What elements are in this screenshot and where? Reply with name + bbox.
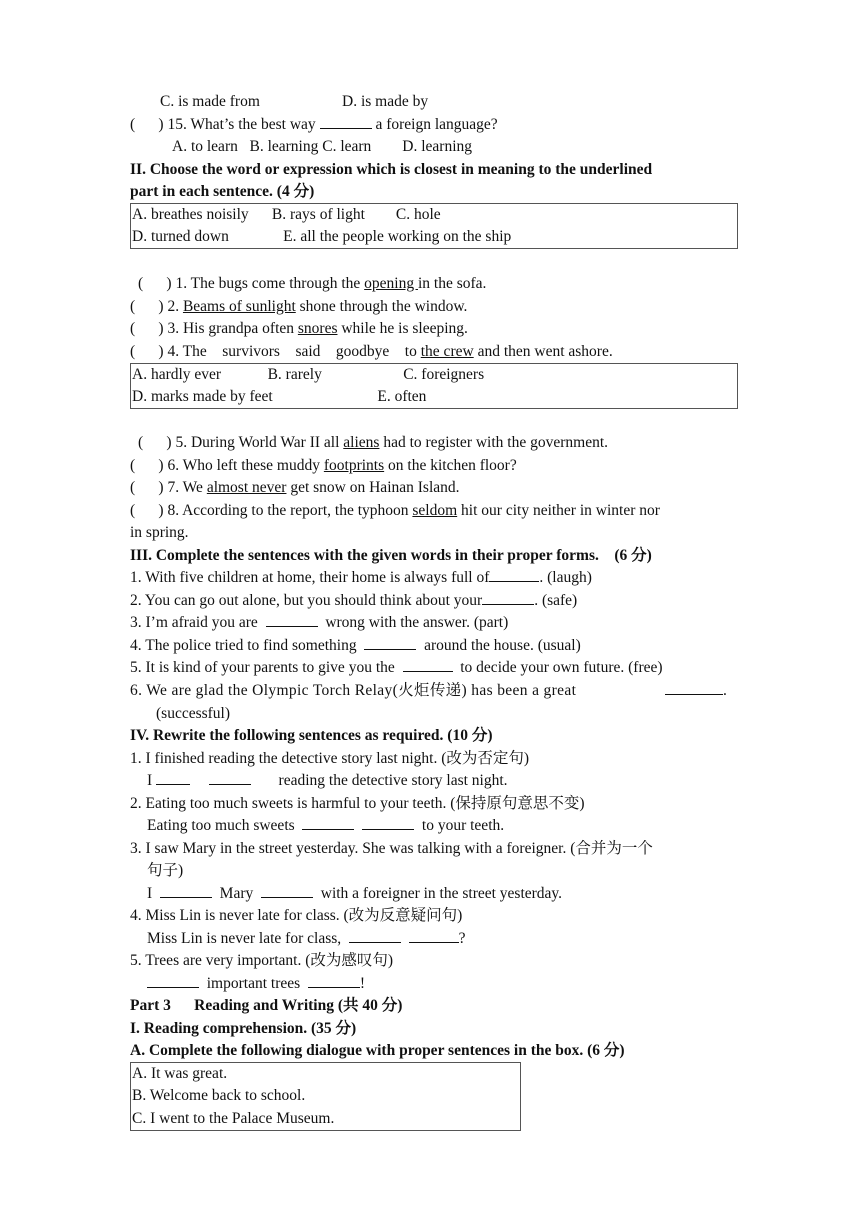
item-text: to your teeth. [414, 817, 505, 834]
heading-text: II. Choose the word or expression which is closest in meaning to the underlined [130, 161, 653, 178]
section-2-heading-line1 [130, 159, 734, 181]
matching-item-4 [130, 341, 613, 363]
answer-blank [349, 928, 401, 943]
item-text: Eating too much sweets [147, 817, 303, 834]
item-text: get snow on Hainan Island. [286, 479, 460, 496]
item-text: ! [359, 975, 366, 992]
matching-item-8-continued: in spring. [130, 524, 189, 541]
item-text: 5. It is kind of your parents to give you the [130, 659, 403, 676]
item-text: shone through the window. [295, 298, 468, 315]
item-text: while he is sleeping. [337, 320, 468, 337]
answer-blank [308, 973, 360, 988]
dialogue-option-b: B. Welcome back to school. [132, 1087, 306, 1104]
fill-item-1 [130, 567, 592, 589]
dialogue-options-box [130, 1062, 521, 1131]
answer-blank [302, 815, 354, 830]
underlined-word: Beams of sunlight [182, 298, 296, 315]
rewrite-4-answer [147, 928, 466, 950]
rewrite-1-answer [147, 770, 508, 792]
item-text: I [147, 772, 157, 789]
item-text: reading the detective story last night. [278, 772, 508, 789]
answer-blank [489, 567, 539, 582]
item-text: in the sofa. [417, 275, 487, 292]
matching-item-5 [138, 432, 608, 454]
dialogue-option-a: A. It was great. [132, 1065, 228, 1082]
matching-item-6 [130, 455, 517, 477]
item-text: around the house. (usual) [416, 637, 581, 654]
question-15 [130, 114, 498, 136]
matching-item-8 [130, 500, 660, 522]
word-box-1-row2: D. turned down E. all the people working on the ship [132, 228, 512, 245]
item-text: ( ) 5. During World War II all [138, 434, 344, 451]
item-text: hit our city neither in winter nor [457, 502, 660, 519]
question-15-options: A. to learn B. learning C. learn D. learning [172, 138, 473, 155]
item-text: ( ) 3. His grandpa often [130, 320, 298, 337]
item-text: with a foreigner in the street yesterday. [313, 885, 563, 902]
fill-item-4 [130, 635, 581, 657]
answer-blank [261, 883, 313, 898]
item-text: Mary [211, 885, 261, 902]
part-3-heading: Part 3 Reading and Writing (共 40 分) [130, 997, 403, 1014]
item-text: ( ) 2. [130, 298, 183, 315]
item-text: . (safe) [534, 592, 578, 609]
reading-comprehension-heading: I. Reading comprehension. (35 分) [130, 1020, 357, 1037]
rewrite-3-prompt-line1: 3. I saw Mary in the street yesterday. She was talking with a foreigner. (合并为一个 [130, 840, 653, 857]
answer-blank [409, 928, 459, 943]
answer-blank [266, 612, 318, 627]
word-box-2-row2: D. marks made by feet E. often [132, 388, 427, 405]
item-text: important trees [199, 975, 308, 992]
matching-item-7 [130, 477, 460, 499]
answer-blank [160, 883, 212, 898]
item-text: 6. We are glad the Olympic Torch Relay(火炬传递) has been a great [130, 682, 577, 699]
rewrite-3-prompt-line2: 句子) [147, 862, 184, 879]
item-text: Miss Lin is never late for class, [147, 930, 349, 947]
answer-paren: ( ) [130, 116, 164, 133]
item-text: to decide your own future. (free) [452, 659, 663, 676]
item-text: wrong with the answer. (part) [317, 614, 509, 631]
underlined-word: snores [297, 320, 338, 337]
question-stem: a foreign language? [371, 116, 498, 133]
rewrite-5-answer [147, 973, 365, 995]
answer-blank [320, 114, 372, 129]
item-text: 4. The police tried to find something [130, 637, 365, 654]
rewrite-2-answer [147, 815, 504, 837]
matching-item-3 [130, 318, 468, 340]
word-box-2 [130, 363, 738, 409]
item-text: ( ) 7. We [130, 479, 207, 496]
item-text: 1. With five children at home, their home is always full of [130, 569, 490, 586]
underlined-word: seldom [412, 502, 458, 519]
item-text: and then went ashore. [473, 343, 613, 360]
answer-blank [362, 815, 414, 830]
item-text: ( ) 4. The survivors said goodbye to [130, 343, 421, 360]
item-text: 2. You can go out alone, but you should think about your [130, 592, 483, 609]
item-text: on the kitchen floor? [384, 457, 517, 474]
word-box-2-row1: A. hardly ever B. rarely C. foreigners [132, 366, 485, 383]
answer-blank [403, 657, 453, 672]
fill-item-6 [130, 680, 734, 702]
rewrite-1-prompt: 1. I finished reading the detective story last night. (改为否定句) [130, 750, 530, 767]
answer-blank [665, 680, 723, 695]
item-text: . (laugh) [539, 569, 592, 586]
fill-item-5 [130, 657, 663, 679]
section-3-heading: III. Complete the sentences with the given words in their proper forms. (6 分) [130, 547, 652, 564]
underlined-word: almost never [206, 479, 287, 496]
matching-item-1 [138, 273, 486, 295]
section-4-heading: IV. Rewrite the following sentences as required. (10 分) [130, 727, 493, 744]
answer-blank [147, 973, 199, 988]
fill-item-3 [130, 612, 508, 634]
item-text: I [147, 885, 160, 902]
answer-blank [364, 635, 416, 650]
answer-blank [482, 590, 534, 605]
rewrite-2-prompt: 2. Eating too much sweets is harmful to your teeth. (保持原句意思不变) [130, 795, 585, 812]
rewrite-3-answer [147, 883, 562, 905]
item-text: ( ) 1. The bugs come through the [138, 275, 365, 292]
answer-blank [209, 770, 251, 785]
underlined-word: opening [364, 275, 418, 292]
item-text: ( ) 6. Who left these muddy [130, 457, 324, 474]
answer-blank [156, 770, 190, 785]
rewrite-5-prompt: 5. Trees are very important. (改为感叹句) [130, 952, 394, 969]
matching-item-2 [130, 296, 467, 318]
item-text: had to register with the government. [379, 434, 609, 451]
item-text: ( ) 8. According to the report, the typhoon [130, 502, 413, 519]
q14-option-d: D. is made by [342, 93, 429, 110]
word-box-1 [130, 203, 738, 249]
item-text: ? [458, 930, 466, 947]
dialogue-task-heading: A. Complete the following dialogue with proper sentences in the box. (6 分) [130, 1042, 625, 1059]
fill-item-6-continued: (successful) [156, 705, 231, 722]
q14-option-c: C. is made from [160, 93, 260, 110]
section-2-heading-line2: part in each sentence. (4 分) [130, 183, 315, 200]
item-text: 3. I’m afraid you are [130, 614, 266, 631]
underlined-word: footprints [323, 457, 385, 474]
item-text: . [723, 682, 727, 699]
underlined-word: the crew [420, 343, 474, 360]
word-box-1-row1: A. breathes noisily B. rays of light C. hole [132, 206, 441, 223]
dialogue-option-c: C. I went to the Palace Museum. [132, 1110, 335, 1127]
rewrite-4-prompt: 4. Miss Lin is never late for class. (改为反意疑问句) [130, 907, 463, 924]
underlined-word: aliens [343, 434, 380, 451]
question-stem: 15. What’s the best way [167, 116, 320, 133]
fill-item-2 [130, 590, 577, 612]
